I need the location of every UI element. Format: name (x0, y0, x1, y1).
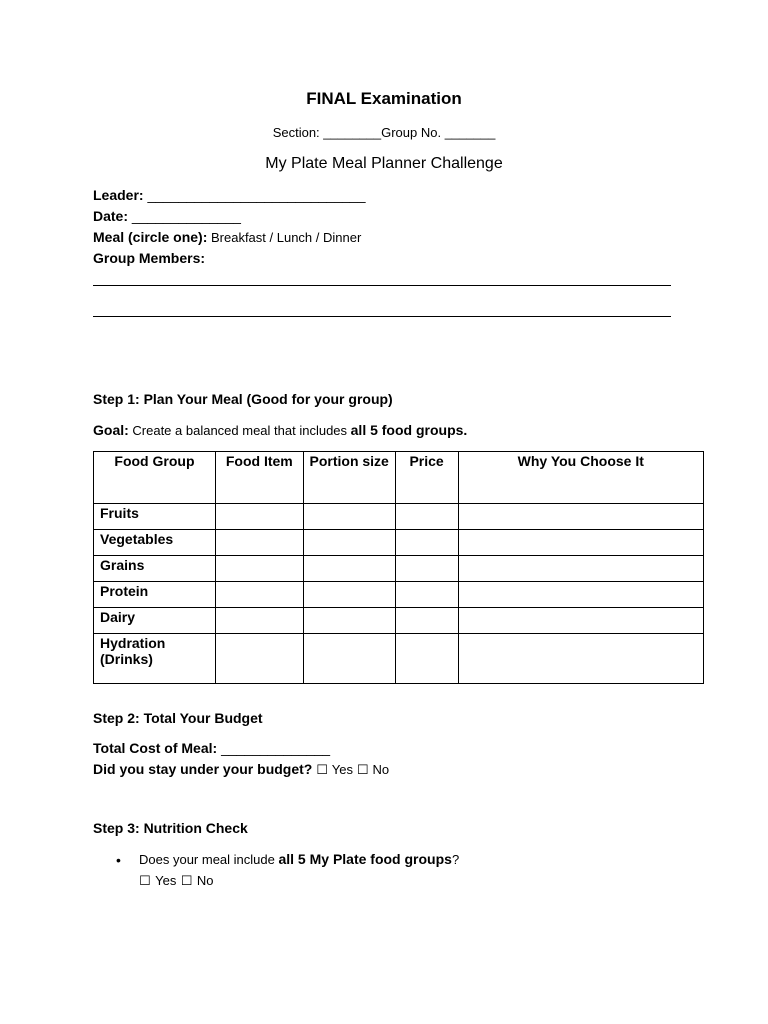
food-item-cell[interactable] (215, 582, 303, 608)
table-row (94, 608, 704, 634)
price-cell[interactable] (395, 556, 458, 582)
portion-cell[interactable] (303, 556, 395, 582)
table-header: Food Group (94, 452, 216, 504)
members-line-2 (93, 316, 671, 317)
food-group-cell: Dairy (94, 608, 216, 634)
reason-cell[interactable] (458, 634, 703, 684)
step2-heading: Step 2: Total Your Budget (93, 710, 263, 726)
nutrition-question (139, 851, 459, 867)
question-post: ? (451, 852, 460, 867)
total-cost-field (93, 740, 330, 756)
no-checkbox[interactable]: ☐ (356, 763, 369, 778)
food-item-cell[interactable] (215, 530, 303, 556)
goal-bold: all 5 food groups. (350, 422, 468, 438)
question-bold: all 5 My Plate food groups (278, 851, 452, 867)
no-label: No (372, 762, 390, 777)
food-group-cell: Vegetables (94, 530, 216, 556)
page-subtitle: My Plate Meal Planner Challenge (265, 155, 503, 172)
total-cost-label: Total Cost of Meal: (93, 740, 218, 756)
portion-cell[interactable] (303, 530, 395, 556)
table-header: Price (395, 452, 458, 504)
date-field (93, 208, 241, 224)
table-row (94, 556, 704, 582)
table-row (94, 582, 704, 608)
portion-cell[interactable] (303, 608, 395, 634)
goal-line (93, 422, 467, 438)
yes-label: Yes (155, 873, 177, 888)
reason-cell[interactable] (458, 556, 703, 582)
table-header: Food Item (215, 452, 303, 504)
no-checkbox[interactable]: ☐ (180, 874, 193, 889)
food-group-cell: Protein (94, 582, 216, 608)
date-label: Date: (93, 208, 129, 224)
meal-plan-table (93, 451, 704, 684)
step3-heading: Step 3: Nutrition Check (93, 820, 248, 836)
goal-label: Goal: (93, 422, 129, 438)
price-cell[interactable] (395, 582, 458, 608)
portion-cell[interactable] (303, 504, 395, 530)
group-members-label: Group Members: (93, 250, 206, 266)
leader-field (93, 187, 365, 203)
price-cell[interactable] (395, 530, 458, 556)
date-blank: ______________ (128, 208, 241, 224)
reason-cell[interactable] (458, 608, 703, 634)
table-header-row (94, 452, 704, 504)
section-group-line: Section: ________Group No. _______ (272, 125, 496, 140)
budget-question-line (93, 761, 389, 778)
food-item-cell[interactable] (215, 608, 303, 634)
food-group-cell: Grains (94, 556, 216, 582)
total-cost-blank: ______________ (217, 740, 331, 756)
members-line-1 (93, 285, 671, 286)
goal-text: Create a balanced meal that includes (128, 423, 351, 438)
price-cell[interactable] (395, 634, 458, 684)
leader-blank: ____________________________ (143, 187, 366, 203)
food-item-cell[interactable] (215, 634, 303, 684)
food-item-cell[interactable] (215, 504, 303, 530)
no-label: No (196, 873, 214, 888)
yes-checkbox[interactable]: ☐ (316, 763, 328, 778)
meal-field (93, 229, 361, 245)
price-cell[interactable] (395, 608, 458, 634)
table-header: Portion size (303, 452, 395, 504)
reason-cell[interactable] (458, 530, 703, 556)
meal-options: Breakfast / Lunch / Dinner (207, 230, 362, 245)
table-header: Why You Choose It (458, 452, 703, 504)
table-row (94, 530, 704, 556)
table-row (94, 634, 704, 684)
step1-heading: Step 1: Plan Your Meal (Good for your group) (93, 391, 393, 407)
budget-question: Did you stay under your budget? (93, 761, 313, 777)
meal-label: Meal (circle one): (93, 229, 208, 245)
nutrition-answer-line (139, 872, 214, 890)
page-title: FINAL Examination (306, 89, 462, 108)
portion-cell[interactable] (303, 634, 395, 684)
leader-label: Leader: (93, 187, 144, 203)
bullet-icon: • (116, 852, 121, 868)
reason-cell[interactable] (458, 582, 703, 608)
food-group-cell: Fruits (94, 504, 216, 530)
portion-cell[interactable] (303, 582, 395, 608)
food-group-cell: Hydration (Drinks) (94, 634, 216, 684)
reason-cell[interactable] (458, 504, 703, 530)
food-item-cell[interactable] (215, 556, 303, 582)
price-cell[interactable] (395, 504, 458, 530)
yes-checkbox[interactable]: ☐ (139, 874, 151, 889)
table-row (94, 504, 704, 530)
question-pre: Does your meal include (139, 852, 279, 867)
yes-label: Yes (331, 762, 354, 777)
